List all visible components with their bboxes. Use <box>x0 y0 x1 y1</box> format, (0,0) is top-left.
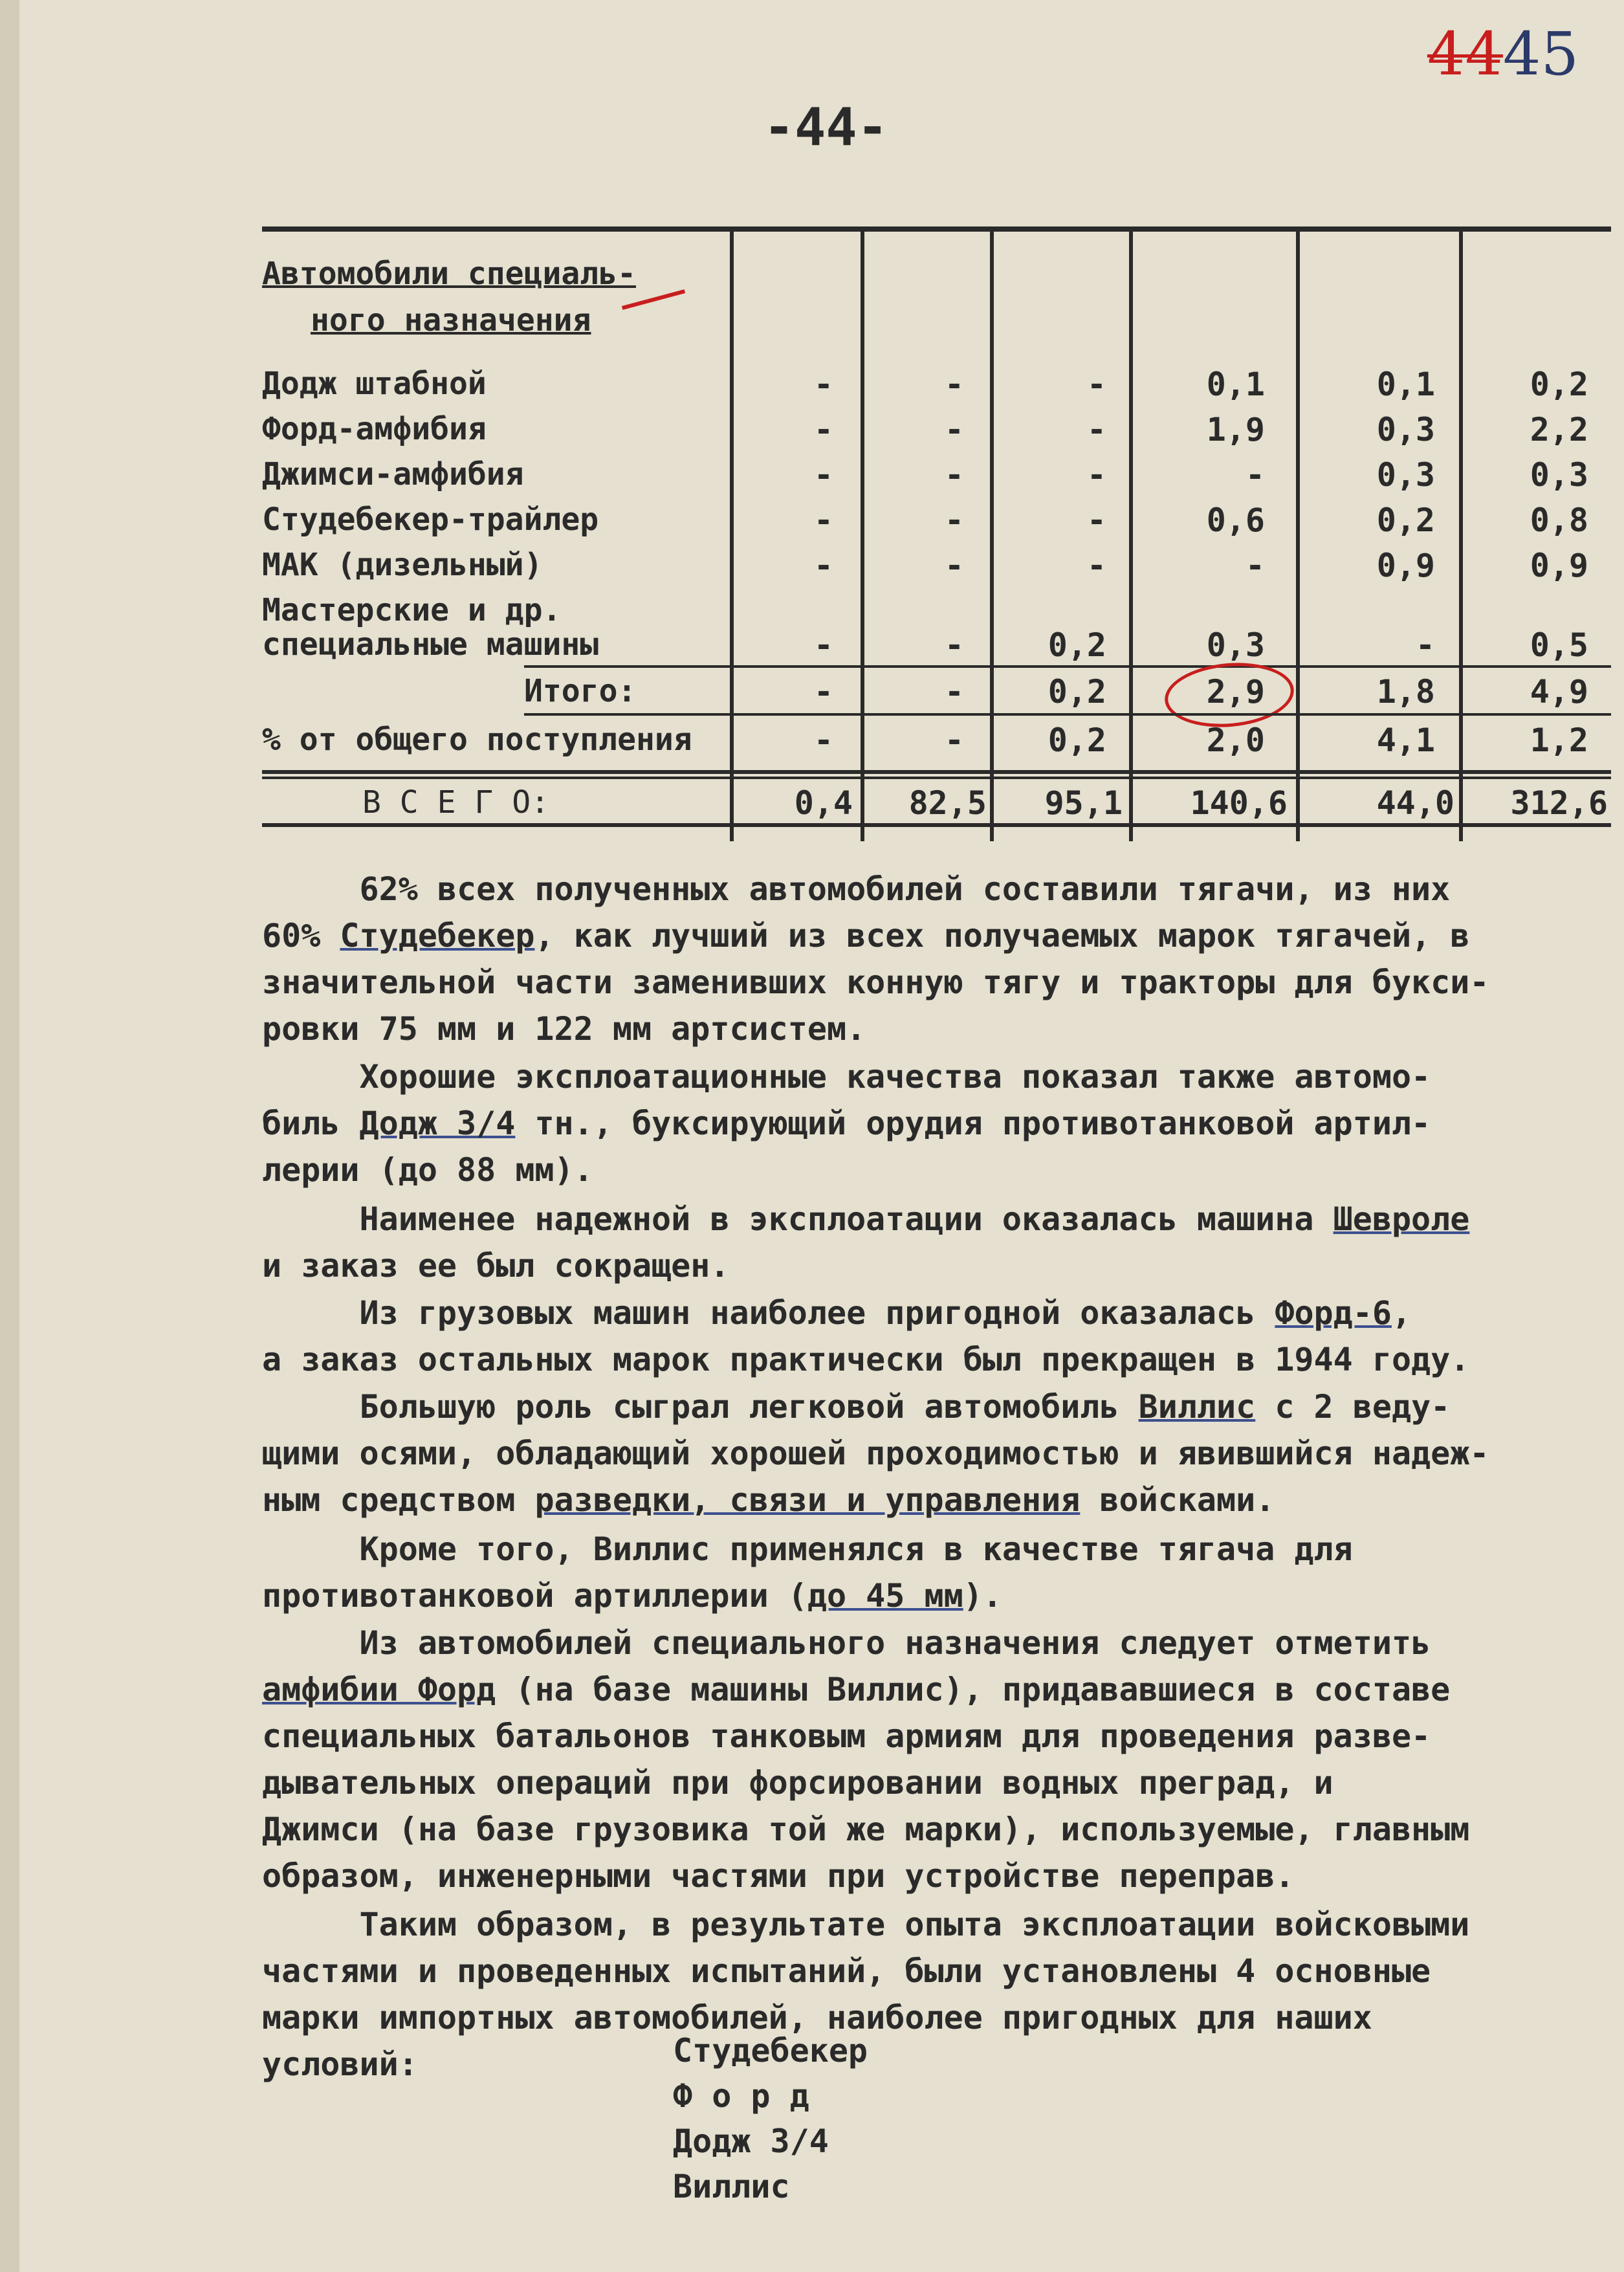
text-line <box>262 917 1469 954</box>
row-label-cont: специальные машины <box>262 626 599 663</box>
cell: 0,3 <box>1206 626 1265 664</box>
text-line <box>262 1151 593 1189</box>
cell: - <box>1086 366 1106 403</box>
cell: 0,1 <box>1206 366 1265 403</box>
row-label: Джимси-амфибия <box>262 456 524 492</box>
text-line <box>262 1341 1469 1378</box>
highlighted-term: Студебекер <box>340 917 535 954</box>
text-line <box>262 1530 1353 1568</box>
page-number: -44- <box>763 97 888 157</box>
cell: 0,2 <box>1376 502 1435 539</box>
text-line <box>262 1105 1431 1142</box>
text-segment: марки импортных автомобилей, наиболее пригодных для наших <box>262 1999 1372 2036</box>
cell: - <box>944 722 964 759</box>
cell: 1,2 <box>1530 722 1588 759</box>
cell: 1,8 <box>1376 673 1435 711</box>
text-line <box>262 1857 1294 1895</box>
text-segment: ровки 75 мм и 122 мм артсистем. <box>262 1010 866 1048</box>
brand-item: Виллис <box>673 2168 790 2205</box>
cell: - <box>813 547 833 584</box>
cell: - <box>1245 456 1265 494</box>
total-bottom-rule <box>524 713 1611 716</box>
cell: 0,8 <box>1530 502 1588 539</box>
text-segment: Джимси (на базе грузовика той же марки), используемые, главным <box>262 1811 1470 1848</box>
highlighted-term: Шевроле <box>1333 1200 1470 1238</box>
cell: - <box>944 547 964 584</box>
total-rule <box>524 665 1611 668</box>
text-line <box>262 1200 1469 1238</box>
highlighted-term: амфибии Форд <box>262 1671 496 1708</box>
archive-page-number <box>1427 19 1579 89</box>
cell: 2,9 <box>1206 673 1265 711</box>
cell: 82,5 <box>908 784 987 822</box>
text-segment: частями и проведенных испытаний, были установлены 4 основные <box>262 1952 1431 1990</box>
text-segment: противотанковой артиллерии ( <box>262 1577 807 1615</box>
cell: 0,1 <box>1376 366 1435 403</box>
cell: - <box>813 722 833 759</box>
text-line <box>262 1010 866 1048</box>
row-label: Додж штабной <box>262 366 487 402</box>
text-segment: значительной части заменивших конную тягу и тракторы для букси- <box>262 964 1489 1001</box>
cell: - <box>813 502 833 539</box>
archive-page-new: 45 <box>1502 19 1579 89</box>
text-segment: Из автомобилей специального назначения следует отметить <box>262 1624 1431 1662</box>
text-segment: Таким образом, в результате опыта эксплоатации войсковыми <box>262 1906 1470 1943</box>
cell: 0,3 <box>1376 456 1435 494</box>
text-line <box>262 1481 1275 1519</box>
cell: 0,9 <box>1376 547 1435 584</box>
row-label: МАК (дизельный) <box>262 547 543 583</box>
brand-item: Студебекер <box>673 2032 868 2069</box>
text-segment: ным средством <box>262 1481 535 1519</box>
text-line <box>262 1624 1431 1662</box>
cell: - <box>813 626 833 664</box>
text-line <box>262 1999 1372 2036</box>
cell: - <box>813 673 833 711</box>
cell: 2,2 <box>1530 411 1588 448</box>
cell: 95,1 <box>1044 784 1123 822</box>
text-segment: Кроме того, Виллис применялся в качестве тягача для <box>262 1530 1353 1568</box>
brand-item: Додж 3/4 <box>673 2123 829 2160</box>
table-top-rule <box>262 226 1611 232</box>
cell: 312,6 <box>1510 784 1608 822</box>
row-label: Форд-амфибия <box>262 411 487 447</box>
archive-page-old: 44 <box>1427 19 1503 89</box>
text-line <box>262 1058 1431 1096</box>
cell: 0,3 <box>1530 456 1588 494</box>
grand-top-rule-2 <box>262 777 1611 779</box>
cell: 0,5 <box>1530 626 1588 664</box>
highlighted-term: Форд-6 <box>1275 1294 1392 1332</box>
row-label: Мастерские и др. <box>262 592 562 628</box>
cell: 0,2 <box>1530 366 1588 403</box>
text-segment: щими осями, обладающий хорошей проходимостью и явившийся надеж- <box>262 1435 1489 1472</box>
text-segment: и заказ ее был сокращен. <box>262 1247 730 1285</box>
text-segment: образом, инженерными частями при устройстве переправ. <box>262 1857 1295 1895</box>
text-segment: специальных батальонов танковым армиям для проведения разве- <box>262 1717 1431 1755</box>
cell: - <box>1086 502 1106 539</box>
cell: 2,0 <box>1206 722 1265 759</box>
cell: 4,1 <box>1376 722 1435 759</box>
highlighted-term: разведки, связи и управления <box>534 1481 1081 1519</box>
cell: - <box>813 411 833 448</box>
highlighted-term: Додж 3/4 <box>359 1105 516 1142</box>
text-segment: Хорошие эксплоатационные качества показал также автомо- <box>262 1058 1431 1096</box>
cell: 4,9 <box>1530 673 1588 711</box>
cell: 0,6 <box>1206 502 1265 539</box>
row-label: % от общего поступления <box>262 722 692 758</box>
cell: - <box>944 366 964 403</box>
cell: - <box>1245 547 1265 584</box>
text-line <box>262 1247 729 1285</box>
text-line <box>262 2046 418 2083</box>
cell: - <box>944 411 964 448</box>
text-line <box>262 1388 1450 1426</box>
cell: - <box>944 673 964 711</box>
cell: 1,9 <box>1206 411 1265 448</box>
cell: - <box>1086 456 1106 494</box>
text-segment: лерии (до 88 мм). <box>262 1151 593 1189</box>
red-pencil-mark <box>622 289 685 310</box>
text-line <box>262 964 1489 1001</box>
cell: - <box>944 502 964 539</box>
text-line <box>262 1294 1411 1332</box>
cell: 0,2 <box>1048 673 1106 711</box>
text-segment: , как лучший из всех получаемых марок тягачей, в <box>534 917 1470 954</box>
cell: - <box>944 626 964 664</box>
section-heading-line1: Автомобили специаль- <box>262 256 636 292</box>
text-segment: с 2 веду- <box>1255 1388 1451 1426</box>
brand-item: Ф о р д <box>673 2077 809 2115</box>
text-line <box>262 1952 1431 1990</box>
text-segment: Большую роль сыграл легковой автомобиль <box>262 1388 1139 1426</box>
text-line <box>262 1577 1002 1615</box>
text-line <box>262 1906 1469 1943</box>
text-line <box>262 1435 1489 1472</box>
cell: 0,2 <box>1048 722 1106 759</box>
cell: - <box>813 366 833 403</box>
cell: - <box>1086 547 1106 584</box>
highlighted-term: Виллис <box>1138 1388 1256 1426</box>
cell: 140,6 <box>1190 784 1288 822</box>
text-segment: биль <box>262 1105 360 1142</box>
grand-top-rule <box>262 770 1611 774</box>
cell: 0,3 <box>1376 411 1435 448</box>
text-segment: Из грузовых машин наиболее пригодной оказалась <box>262 1294 1275 1332</box>
section-heading-line2: ного назначения <box>311 302 591 338</box>
cell: 44,0 <box>1376 784 1454 822</box>
text-segment: а заказ остальных марок практически был прекращен в 1944 году. <box>262 1341 1470 1378</box>
page-shadow <box>0 0 19 2272</box>
text-segment: дывательных операций при форсировании водных преград, и <box>262 1764 1333 1802</box>
cell: 0,9 <box>1530 547 1588 584</box>
cell: 0,4 <box>794 784 853 822</box>
cell: - <box>813 456 833 494</box>
text-line <box>262 1671 1450 1708</box>
cell: - <box>1415 626 1435 664</box>
cell: 0,2 <box>1048 626 1106 664</box>
text-line <box>262 1811 1469 1848</box>
text-segment: 62% всех полученных автомобилей составили тягачи, из них <box>262 870 1451 908</box>
text-segment: 60% <box>262 917 340 954</box>
text-line <box>262 1764 1333 1802</box>
cell: - <box>944 456 964 494</box>
text-segment: ). <box>963 1577 1002 1615</box>
row-label: В С Е Г О: <box>362 784 549 821</box>
text-segment: тн., буксирующий орудия противотанковой артил- <box>515 1105 1431 1142</box>
grand-bottom-rule <box>262 823 1611 827</box>
row-label: Студебекер-трайлер <box>262 502 599 538</box>
highlighted-term: до 45 мм <box>807 1577 963 1615</box>
text-segment: Наименее надежной в эксплоатации оказалась машина <box>262 1200 1333 1238</box>
text-line <box>262 1717 1431 1755</box>
row-label: Итого: <box>524 673 637 709</box>
cell: - <box>1086 411 1106 448</box>
text-segment: (на базе машины Виллис), придававшиеся в составе <box>496 1671 1451 1708</box>
text-segment: условий: <box>262 2046 418 2083</box>
text-segment: войсками. <box>1080 1481 1275 1519</box>
text-line <box>262 870 1450 908</box>
text-segment: , <box>1391 1294 1412 1332</box>
